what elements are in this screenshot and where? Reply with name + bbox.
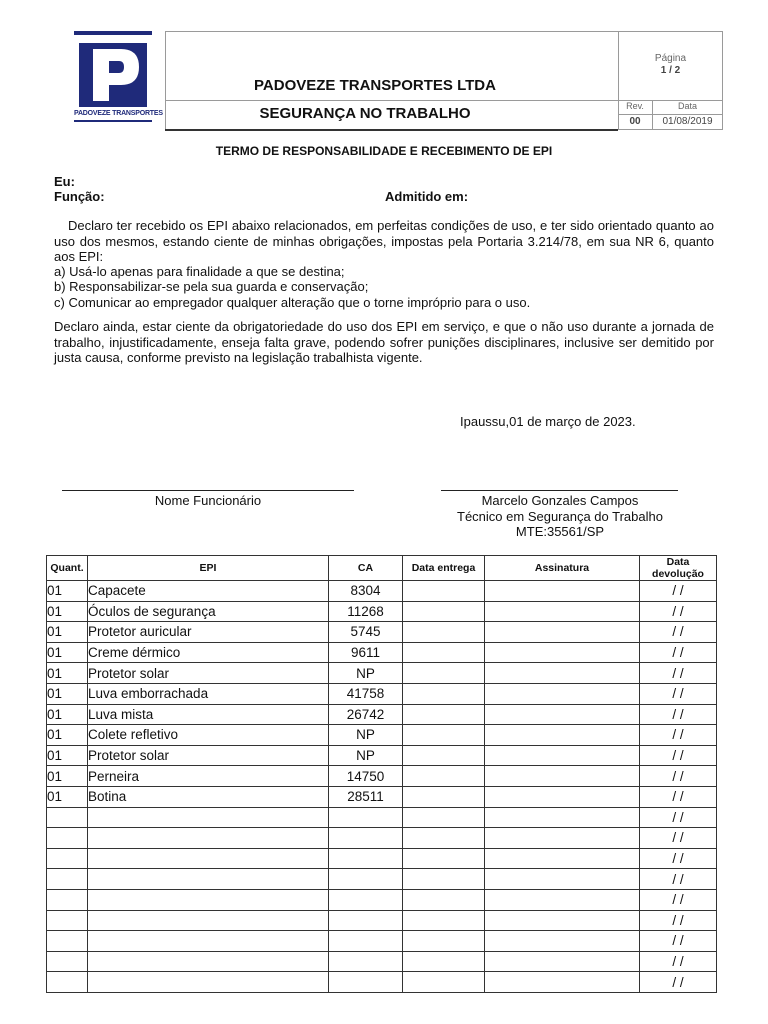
cell-ca: NP: [329, 745, 403, 766]
company-logo: [74, 31, 163, 123]
cell-delivery-date: [403, 622, 485, 643]
table-row: [47, 869, 717, 890]
table-row: [47, 786, 717, 807]
cell-delivery-date: [403, 725, 485, 746]
technician-registration: MTE:35561/SP: [515, 524, 605, 539]
cell-return-date: / /: [640, 848, 717, 869]
table-row: [47, 581, 717, 602]
cell-quantity: [47, 972, 88, 993]
cell-epi: Botina: [88, 786, 329, 807]
cell-quantity: [47, 828, 88, 849]
col-header-quant: Quant.: [47, 556, 88, 581]
cell-ca: [329, 889, 403, 910]
cell-epi: Perneira: [88, 766, 329, 787]
cell-return-date: / /: [640, 910, 717, 931]
cell-epi: Capacete: [88, 581, 329, 602]
cell-quantity: 01: [47, 642, 88, 663]
col-header-epi: EPI: [88, 556, 329, 581]
cell-return-date: / /: [640, 889, 717, 910]
declaration-paragraph: Declaro ter recebido os EPI abaixo relacionados, em perfeitas condições de uso, e ter sido orientado quanto ao uso dos mesmos, estando ciente de minhas obrigações, impostas pela Portaria 3.214/78, em sua NR 6, quanto aos EPI:: [54, 218, 714, 264]
cell-delivery-date: [403, 601, 485, 622]
cell-quantity: 01: [47, 601, 88, 622]
table-header-row: [47, 556, 717, 581]
table-row: [47, 725, 717, 746]
cell-signature: [485, 972, 640, 993]
department-name: SEGURANÇA NO TRABALHO: [259, 105, 471, 122]
cell-return-date: / /: [640, 725, 717, 746]
document-title: TERMO DE RESPONSABILIDADE E RECEBIMENTO DE EPI: [215, 144, 553, 158]
table-row: [47, 972, 717, 993]
col-header-ca: CA: [329, 556, 403, 581]
cell-quantity: [47, 848, 88, 869]
cell-return-date: / /: [640, 807, 717, 828]
table-row: [47, 848, 717, 869]
cell-quantity: [47, 910, 88, 931]
cell-epi: [88, 931, 329, 952]
header-divider: [618, 114, 723, 115]
cell-return-date: / /: [640, 828, 717, 849]
cell-ca: 9611: [329, 642, 403, 663]
date-value: 01/08/2019: [662, 116, 713, 127]
table-row: [47, 683, 717, 704]
cell-epi: [88, 972, 329, 993]
cell-signature: [485, 786, 640, 807]
cell-return-date: / /: [640, 745, 717, 766]
table-row: [47, 931, 717, 952]
cell-epi: [88, 869, 329, 890]
cell-delivery-date: [403, 972, 485, 993]
cell-delivery-date: [403, 807, 485, 828]
cell-return-date: / /: [640, 663, 717, 684]
header-underline: [165, 129, 618, 131]
table-row: [47, 828, 717, 849]
table-row: [47, 704, 717, 725]
col-header-delivery-date: Data entrega: [403, 556, 485, 581]
cell-signature: [485, 889, 640, 910]
cell-ca: NP: [329, 725, 403, 746]
cell-ca: [329, 951, 403, 972]
cell-epi: Colete refletivo: [88, 725, 329, 746]
cell-return-date: / /: [640, 704, 717, 725]
revision-value: 00: [629, 116, 641, 127]
cell-delivery-date: [403, 889, 485, 910]
cell-epi: Luva emborrachada: [88, 683, 329, 704]
table-row: [47, 601, 717, 622]
cell-epi: Protetor auricular: [88, 622, 329, 643]
cell-quantity: [47, 807, 88, 828]
cell-epi: Protetor solar: [88, 663, 329, 684]
cell-delivery-date: [403, 786, 485, 807]
cell-quantity: 01: [47, 766, 88, 787]
cell-signature: [485, 704, 640, 725]
table-row: [47, 745, 717, 766]
cell-ca: NP: [329, 663, 403, 684]
cell-ca: [329, 972, 403, 993]
cell-return-date: / /: [640, 581, 717, 602]
cell-epi: Luva mista: [88, 704, 329, 725]
technician-name: Marcelo Gonzales Campos: [481, 493, 639, 508]
cell-ca: 26742: [329, 704, 403, 725]
table-row: [47, 910, 717, 931]
cell-signature: [485, 869, 640, 890]
cell-delivery-date: [403, 683, 485, 704]
cell-delivery-date: [403, 766, 485, 787]
place-date: Ipaussu,01 de março de 2023.: [460, 414, 636, 429]
cell-return-date: / /: [640, 869, 717, 890]
logo-underline: [74, 120, 152, 122]
cell-ca: [329, 848, 403, 869]
cell-signature: [485, 683, 640, 704]
cell-epi: [88, 910, 329, 931]
cell-delivery-date: [403, 828, 485, 849]
cell-epi: [88, 951, 329, 972]
role-field-label: Função:: [54, 189, 105, 204]
cell-signature: [485, 745, 640, 766]
table-row: [47, 766, 717, 787]
logo-p-glyph: [79, 43, 147, 107]
cell-signature: [485, 931, 640, 952]
name-field-label: Eu:: [54, 174, 75, 189]
cell-ca: 5745: [329, 622, 403, 643]
cell-quantity: 01: [47, 725, 88, 746]
table-row: [47, 951, 717, 972]
awareness-paragraph: Declaro ainda, estar ciente da obrigatoriedade do uso dos EPI em serviço, e que o não uso durante a jornada de trabalho, injustificadamente, enseja falta grave, podendo sofrer punições disciplinares, inclusive ser demitido por justa causa, conforme previsto na legislação trabalhista vigente.: [54, 319, 714, 365]
cell-ca: [329, 869, 403, 890]
table-row: [47, 663, 717, 684]
cell-delivery-date: [403, 581, 485, 602]
employee-signature-line: [62, 490, 354, 491]
table-row: [47, 807, 717, 828]
cell-delivery-date: [403, 848, 485, 869]
cell-quantity: [47, 869, 88, 890]
cell-ca: [329, 828, 403, 849]
cell-return-date: / /: [640, 601, 717, 622]
col-header-return-date: Data devolução: [640, 556, 717, 581]
cell-epi: Protetor solar: [88, 745, 329, 766]
cell-quantity: [47, 951, 88, 972]
cell-signature: [485, 828, 640, 849]
cell-quantity: 01: [47, 663, 88, 684]
employee-signature-label: Nome Funcionário: [154, 493, 262, 508]
cell-delivery-date: [403, 745, 485, 766]
technician-signature-line: [441, 490, 678, 491]
cell-signature: [485, 807, 640, 828]
cell-signature: [485, 622, 640, 643]
cell-signature: [485, 725, 640, 746]
table-row: [47, 622, 717, 643]
cell-quantity: 01: [47, 683, 88, 704]
company-name: PADOVEZE TRANSPORTES LTDA: [254, 77, 496, 94]
logo-text: PADOVEZE TRANSPORTES: [74, 110, 163, 117]
admission-field-label: Admitido em:: [385, 189, 469, 204]
cell-quantity: [47, 931, 88, 952]
cell-quantity: 01: [47, 786, 88, 807]
cell-signature: [485, 663, 640, 684]
cell-ca: 28511: [329, 786, 403, 807]
cell-signature: [485, 910, 640, 931]
cell-return-date: / /: [640, 931, 717, 952]
cell-delivery-date: [403, 704, 485, 725]
cell-ca: 14750: [329, 766, 403, 787]
cell-ca: [329, 910, 403, 931]
cell-epi: [88, 848, 329, 869]
cell-signature: [485, 601, 640, 622]
cell-ca: [329, 931, 403, 952]
cell-quantity: 01: [47, 622, 88, 643]
revision-label: Rev.: [626, 101, 644, 111]
cell-return-date: / /: [640, 683, 717, 704]
cell-delivery-date: [403, 642, 485, 663]
cell-epi: Creme dérmico: [88, 642, 329, 663]
logo-top-bar: [74, 31, 152, 35]
cell-quantity: 01: [47, 704, 88, 725]
cell-signature: [485, 766, 640, 787]
cell-ca: 11268: [329, 601, 403, 622]
cell-quantity: 01: [47, 745, 88, 766]
cell-ca: 41758: [329, 683, 403, 704]
logo-mark: [79, 43, 147, 107]
col-header-signature: Assinatura: [485, 556, 640, 581]
cell-quantity: [47, 889, 88, 910]
cell-ca: [329, 807, 403, 828]
obligation-item-c: c) Comunicar ao empregador qualquer alteração que o torne impróprio para o uso.: [54, 295, 531, 310]
cell-return-date: / /: [640, 951, 717, 972]
cell-epi: [88, 807, 329, 828]
page-number: 1 / 2: [660, 65, 681, 76]
cell-delivery-date: [403, 931, 485, 952]
cell-signature: [485, 848, 640, 869]
cell-signature: [485, 642, 640, 663]
cell-quantity: 01: [47, 581, 88, 602]
cell-epi: [88, 828, 329, 849]
date-label: Data: [677, 101, 697, 111]
technician-role: Técnico em Segurança do Trabalho: [457, 509, 663, 524]
obligation-item-a: a) Usá-lo apenas para finalidade a que se destina;: [54, 264, 345, 279]
cell-delivery-date: [403, 910, 485, 931]
epi-table: [46, 555, 717, 993]
obligation-item-b: b) Responsabilizar-se pela sua guarda e conservação;: [54, 279, 369, 294]
cell-delivery-date: [403, 951, 485, 972]
table-row: [47, 889, 717, 910]
cell-return-date: / /: [640, 972, 717, 993]
cell-epi: Óculos de segurança: [88, 601, 329, 622]
cell-signature: [485, 581, 640, 602]
cell-return-date: / /: [640, 786, 717, 807]
cell-delivery-date: [403, 869, 485, 890]
page-label: Página: [654, 53, 687, 64]
cell-delivery-date: [403, 663, 485, 684]
cell-signature: [485, 951, 640, 972]
table-row: [47, 642, 717, 663]
cell-return-date: / /: [640, 766, 717, 787]
cell-ca: 8304: [329, 581, 403, 602]
cell-return-date: / /: [640, 622, 717, 643]
cell-return-date: / /: [640, 642, 717, 663]
cell-epi: [88, 889, 329, 910]
